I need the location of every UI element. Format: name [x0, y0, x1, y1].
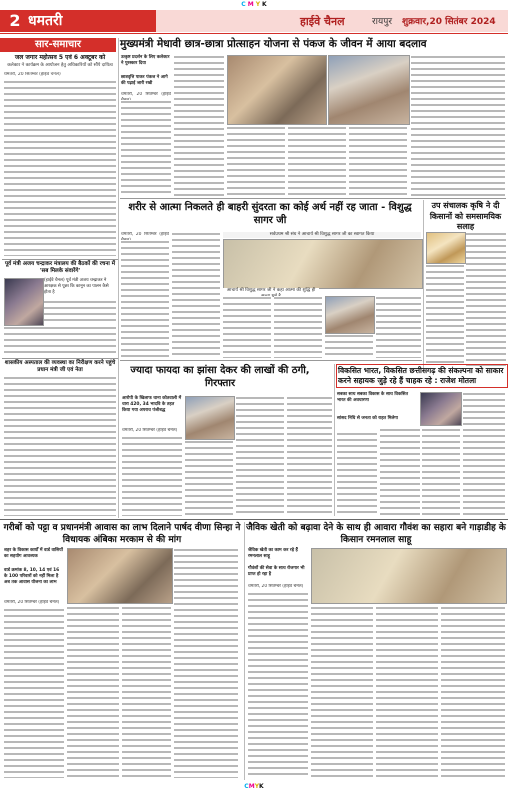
cmyk-y-bottom: Y	[254, 783, 260, 790]
vikas-body-col2	[337, 432, 377, 516]
vikas-body-col4	[422, 428, 460, 516]
fraud-body-col2	[185, 440, 233, 516]
vikas-body-col3	[380, 428, 420, 516]
top-body-col2	[174, 55, 224, 196]
vikas-body-col1	[463, 392, 505, 516]
issue-date: शुक्रवार,20 सितंबर 2024	[402, 17, 496, 27]
column-divider-1	[118, 38, 119, 518]
fraud-bullet-1: आरोपी के खिलाफ थाना कोतवाली में धारा 420, 34 भादवि के तहत किया गया अपराध पंजीबद्ध	[122, 396, 182, 413]
mid-body-col4	[274, 296, 322, 358]
vikas-photo	[420, 392, 462, 426]
mid-photo-subcaption: आचार्य श्री विशुद्ध सागर जी ने कहा आत्मा की शुद्धि ही	[223, 288, 319, 294]
mid-photo-2	[325, 296, 375, 334]
top-dateline: धमतरी, 20 सितम्बर (हाईवे	[121, 92, 171, 97]
cmyk-k-bottom: K	[259, 783, 264, 790]
top-divider	[120, 198, 506, 199]
cmyk-strip	[0, 0, 508, 9]
fraud-headline: ज्यादा फायदा का झांसा देकर की लाखों की ठगी, गिरफ्तार	[130, 365, 310, 389]
right-headline: उप संचालक कृषि ने दी किसानों को समसामयिक सलाह	[429, 201, 502, 231]
top-body-col5	[349, 126, 407, 196]
section-name: धमतरी	[28, 13, 63, 29]
left-headline-3: शासकीय अस्पताल की व्यवस्था का निरीक्षण करने पहुंचे प्रधान मंत्री जी एवं नेता	[4, 360, 116, 373]
masthead-rule	[0, 33, 508, 34]
left-headline-1: जल जगार महोत्सव 5 एवं 6 अक्टूबर को	[14, 54, 106, 61]
cmyk-y: Y	[255, 1, 261, 8]
farm-body-col4	[441, 606, 505, 778]
bottom-left-bullet-1: शहर के विकास कार्यों में वार्ड वासियों का सहयोग आवश्यक	[4, 548, 63, 559]
left-body-1	[4, 80, 116, 256]
farm-body-col3	[376, 606, 438, 778]
bottom-left-bullet-2: वार्ड क्रमांक 8, 10, 14 एवं 16 के 100 परिवारों को नहीं मिला है अब तक आवास योजना का लाभ	[4, 568, 60, 585]
bottom-left-dateline: धमतरी, 20 सितम्बर (हाईवे चैनल)	[4, 600, 60, 605]
fraud-body-col3	[236, 396, 284, 516]
left-subhead-1: कलेक्टर ने कार्यक्रम के आयोजन हेतु अधिकारियों को सौंपे दायित्व	[7, 63, 113, 68]
farm-bullet-2: गौवंशों की सेवा के साथ रोजगार भी प्राप्त हो रहा है	[248, 566, 305, 577]
top-photo-2	[328, 55, 410, 125]
cmyk-m-bottom: M	[248, 783, 255, 790]
left-body-2a	[44, 300, 116, 324]
column-divider-3	[334, 364, 335, 516]
farm-headline: जैविक खेती को बढ़ावा देने के साथ ही आवारा गौवंश का सहारा बने गाड़ाडीह के किसान रमनलाल साहू	[246, 523, 506, 545]
mid-divider	[120, 360, 422, 361]
cmyk-m: M	[247, 1, 254, 8]
mid-body-col2	[172, 232, 220, 358]
left-body-3	[4, 376, 116, 516]
page-number: 2	[9, 11, 21, 30]
right-photo	[426, 232, 466, 264]
top-body-col4	[288, 126, 346, 196]
bottom-left-photo	[67, 548, 173, 604]
vikas-bullet-2: सांसद निधि से जनता को राहत मिलेगा	[337, 416, 398, 421]
top-body-col6	[411, 55, 505, 196]
farm-body-col2	[311, 606, 373, 778]
fraud-dateline: धमतरी, 20 सितम्बर (हाईवे चैनल)	[122, 428, 178, 433]
top-headline: मुख्यमंत्री मेधावी छात्र-छात्रा प्रोत्साहन योजना से पंकज के जीवन में आया बदलाव	[120, 38, 427, 50]
fraud-body-col4	[287, 396, 332, 516]
fraud-photo	[185, 396, 235, 440]
mid-headline: शरीर से आत्मा निकलते ही बाहरी सुंदरता का कोई अर्थ नहीं रह जाता - विशुद्ध सागर जी	[128, 202, 412, 226]
cmyk-c-bottom: C	[244, 783, 249, 790]
mid-body-col6	[376, 296, 421, 358]
top-body-col3	[227, 126, 285, 196]
right-body-col2	[426, 264, 464, 366]
top-bullet-1: उत्कृष्ट प्रदर्शन के लिए कलेक्टर ने पुरस्कार दिया	[121, 55, 170, 66]
mid-body-col3	[223, 296, 271, 358]
mid-photo-caption: सर्वप्रथम श्री संघ ने आचार्य श्री विशुद्ध सागर जी का स्वागत किया	[223, 232, 421, 238]
left-divider-2	[2, 358, 118, 359]
mid-body-col5	[325, 334, 373, 358]
farm-bullet-1: जैविक खेती का काम कर रहे हैं रमनलाल साहू	[248, 548, 298, 559]
bottom-left-body-3	[174, 548, 238, 778]
cmyk-strip-bottom	[0, 782, 508, 791]
cmyk-k: K	[262, 1, 267, 8]
column-header: सार-समाचार	[0, 38, 116, 52]
cmyk-c: C	[241, 1, 246, 8]
left-dateline-1: धमतरी, 20 सितम्बर (हाईवे चैनल)	[4, 72, 61, 77]
vikas-headline: विकसित भारत, विकसित छत्तीसगढ़ की संकल्पना को साकार करने सहायक जुड़े रहे हैं चाहक रहे : राजेश मोतला	[336, 364, 508, 388]
left-headline-2: पूर्व मंत्री अजय चन्द्राकर मंत्रालय की बैठकों की रचना में 'सब मिलके संवारेंगे'	[4, 261, 116, 274]
mid-body-col1	[121, 240, 169, 358]
mid-photo	[223, 239, 423, 289]
top-body-col1	[121, 100, 171, 196]
bottom-left-headline: गरीबों को पट्टा व प्रधानमंत्री आवास का लाभ दिलाने पार्षद वीणा सिन्हा ने विधायक अंबिका मरकाम से की मांग	[3, 523, 241, 545]
farm-body-col1	[248, 592, 308, 778]
column-divider-4	[244, 522, 245, 780]
top-bullet-2: छात्रवृत्ति पाकर पंकज ने आगे की पढ़ाई जारी रखी	[121, 75, 168, 86]
left-bullet-1: (हाईवे चैनल) पूर्व मंत्री अजय चन्द्राकर ने आरक्षक से पूछा कि कानून का पालन कैसे होता है	[44, 278, 109, 295]
vikas-bullet-1: सबका साथ सबका विकास के साथ विकसित भारत की अवधारणा	[337, 392, 408, 403]
left-body-2	[4, 326, 116, 356]
column-divider-2	[423, 200, 424, 370]
farm-photo	[311, 548, 507, 604]
bottom-left-body-1	[4, 608, 64, 778]
bottom-left-body-2a	[67, 606, 119, 778]
fraud-body-col1	[122, 436, 182, 516]
right-body-col1	[466, 232, 506, 366]
city-name: रायपुर	[372, 17, 393, 27]
mid-dateline: धमतरी, 20 सितम्बर (हाईवे	[121, 232, 169, 237]
paper-name: हाईवे चैनल	[300, 15, 345, 28]
top-photo-1	[227, 55, 327, 125]
farm-dateline: धमतरी, 20 सितम्बर (हाईवे चैनल)	[248, 584, 304, 589]
left-photo-1	[4, 278, 44, 326]
bottom-left-body-2b	[122, 606, 171, 778]
left-divider-1	[2, 259, 118, 260]
bottom-divider	[0, 519, 508, 520]
